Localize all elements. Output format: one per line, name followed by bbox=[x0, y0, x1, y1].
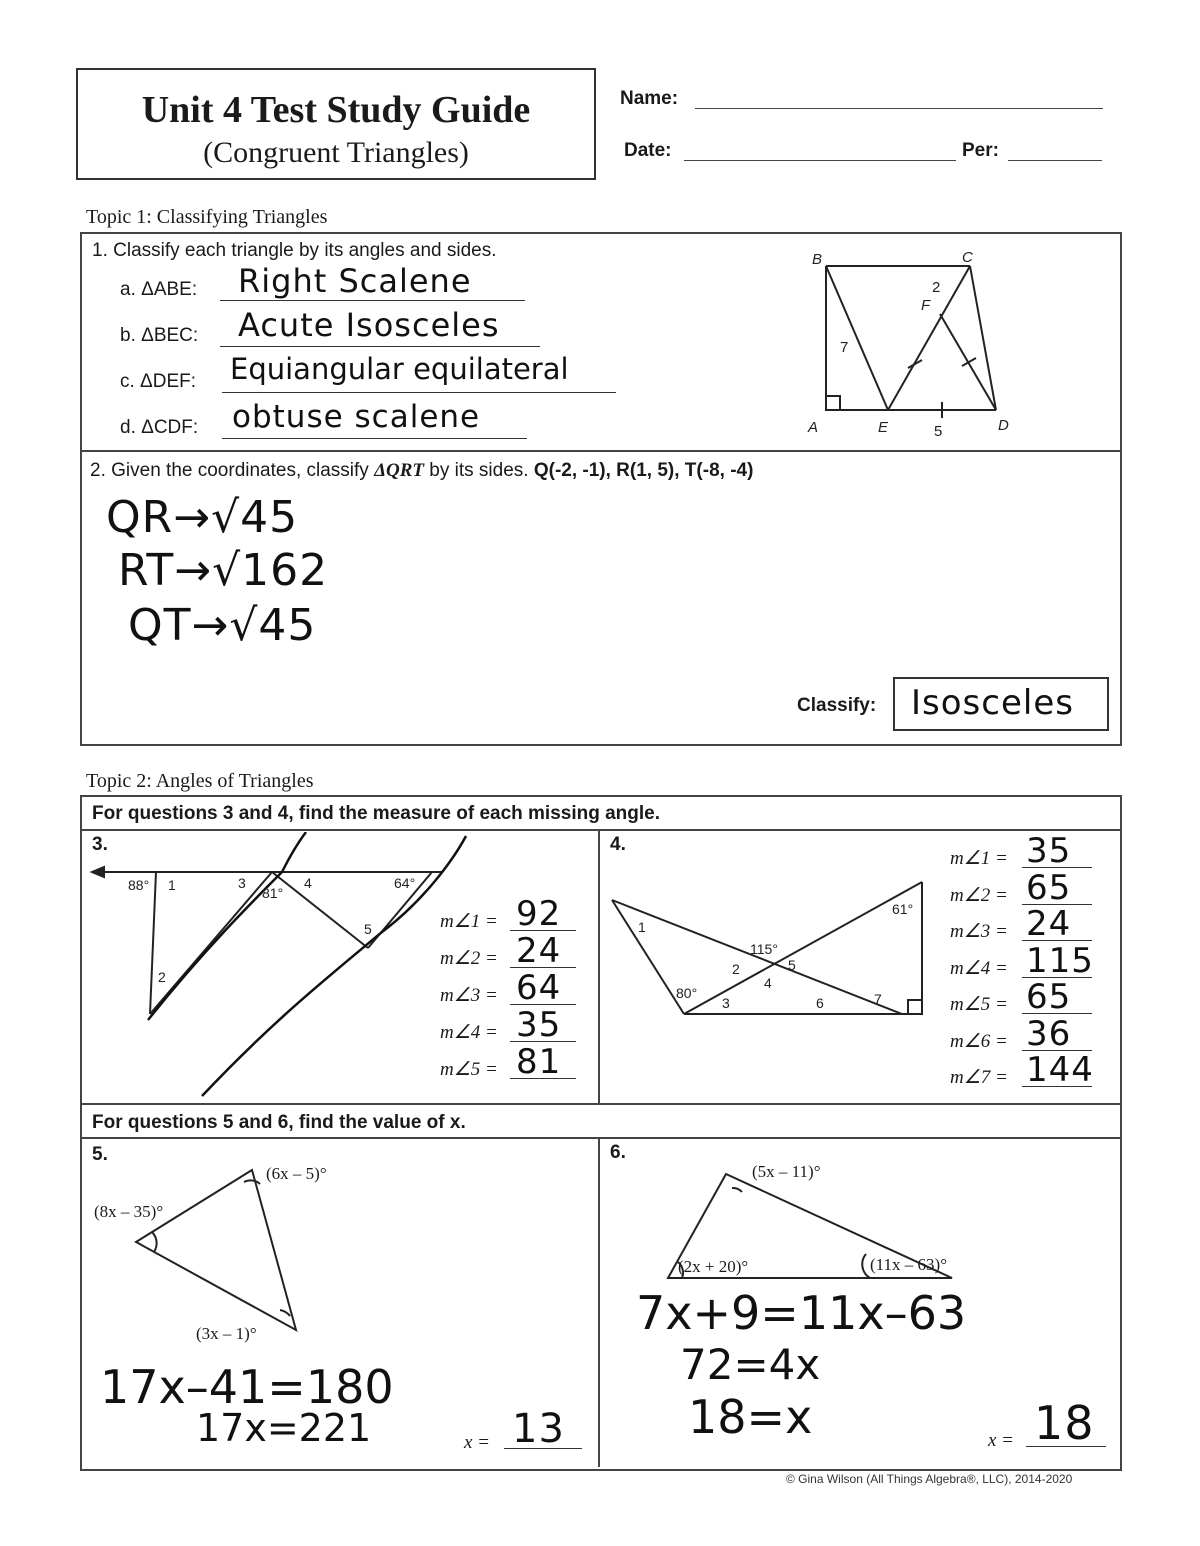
m5-answer[interactable]: 65 bbox=[1026, 977, 1072, 1017]
label-2: 2 bbox=[158, 969, 166, 985]
label-5: 5 bbox=[364, 921, 372, 937]
m3-label: m∠3 = bbox=[950, 921, 1008, 942]
q5-angle-bottom: (3x – 1)° bbox=[196, 1324, 257, 1343]
m7-answer[interactable]: 144 bbox=[1026, 1050, 1094, 1090]
divider bbox=[80, 1103, 1120, 1105]
q2-work-rt: RT→√162 bbox=[118, 545, 329, 596]
m4-answer[interactable]: 35 bbox=[516, 1005, 562, 1045]
period-field[interactable] bbox=[1008, 160, 1102, 161]
q2-prompt-mid: by its sides. bbox=[424, 460, 534, 481]
label-b: B bbox=[812, 251, 823, 268]
divider bbox=[598, 829, 600, 1103]
q5-angle-top: (6x – 5)° bbox=[266, 1164, 327, 1183]
m2-answer[interactable]: 24 bbox=[516, 931, 562, 971]
q1a-label: a. ΔABE: bbox=[120, 279, 198, 300]
m2-answer[interactable]: 65 bbox=[1026, 867, 1072, 908]
m1-answer[interactable]: 35 bbox=[1026, 831, 1072, 871]
instructions-34: For questions 3 and 4, find the measure of each missing angle. bbox=[92, 803, 661, 824]
label-5: 5 bbox=[788, 957, 796, 973]
label-d: D bbox=[998, 417, 1009, 434]
classify-answer: Isosceles bbox=[911, 683, 1074, 723]
q5-x-label: x = bbox=[464, 1432, 491, 1453]
q2-prompt-start: 2. Given the coordinates, classify bbox=[90, 460, 375, 481]
q4-number: 4. bbox=[610, 834, 626, 855]
m1-answer[interactable]: 92 bbox=[516, 894, 562, 934]
arrowhead bbox=[92, 867, 104, 877]
segment bbox=[612, 900, 684, 1014]
label-5: 5 bbox=[934, 423, 943, 440]
m6-label: m∠6 = bbox=[950, 1030, 1008, 1052]
label-e: E bbox=[878, 419, 889, 436]
q6-number: 6. bbox=[610, 1142, 626, 1163]
q4-answer-row bbox=[946, 977, 1096, 1017]
q2-work-qr: QR→√45 bbox=[106, 492, 299, 543]
angle-88: 88° bbox=[128, 877, 150, 893]
divider bbox=[598, 1137, 600, 1467]
segment-ce bbox=[888, 266, 970, 410]
q4-answers bbox=[946, 831, 1096, 1090]
q3-answers bbox=[436, 896, 581, 1081]
m4-label: m∠4 = bbox=[950, 957, 1008, 979]
angle-arc bbox=[244, 1180, 260, 1184]
angle-arc bbox=[152, 1232, 157, 1252]
m2-label: m∠2 = bbox=[950, 884, 1008, 906]
q5-x-answer[interactable]: 13 bbox=[512, 1406, 565, 1452]
angle-80: 80° bbox=[676, 985, 698, 1001]
topic1-heading: Topic 1: Classifying Triangles bbox=[86, 206, 328, 228]
label-4: 4 bbox=[764, 975, 772, 991]
label-2: 2 bbox=[932, 279, 941, 296]
segment-be bbox=[826, 266, 888, 410]
label-1: 1 bbox=[168, 877, 176, 893]
q1c-line bbox=[222, 392, 616, 393]
q6-angle-right: (11x – 63)° bbox=[870, 1255, 947, 1274]
q4-figure bbox=[604, 870, 934, 1030]
angle-arc bbox=[732, 1188, 742, 1192]
m6-answer[interactable]: 36 bbox=[1026, 1013, 1072, 1054]
q3-answer-row bbox=[436, 1007, 581, 1044]
q2-triangle: ΔQRT bbox=[374, 460, 425, 481]
q1-prompt: 1. Classify each triangle by its angles and sides. bbox=[92, 240, 497, 261]
q6-angle-left: (2x + 20)° bbox=[678, 1257, 749, 1276]
segment-transversal bbox=[150, 872, 272, 1014]
divider bbox=[80, 829, 1120, 831]
q1b-label: b. ΔBEC: bbox=[120, 325, 199, 346]
angle-arc bbox=[862, 1254, 870, 1278]
label-1: 1 bbox=[638, 919, 646, 935]
q1b-line bbox=[220, 346, 540, 347]
q4-answer-row bbox=[946, 1013, 1096, 1054]
label-c: C bbox=[962, 249, 973, 266]
angle-61: 61° bbox=[892, 901, 914, 917]
q1c-answer[interactable]: Equiangular equilateral bbox=[230, 352, 569, 386]
q1b-answer[interactable]: Acute Isosceles bbox=[238, 306, 500, 344]
page-title: Unit 4 Test Study Guide bbox=[141, 89, 531, 131]
q2-work-qt: QT→√45 bbox=[128, 600, 317, 651]
q6-x-label: x = bbox=[988, 1430, 1015, 1451]
label-7: 7 bbox=[840, 339, 849, 356]
q4-answer-row bbox=[946, 867, 1096, 908]
q6-angle-top: (5x – 11)° bbox=[752, 1162, 821, 1181]
q5-figure bbox=[130, 1160, 330, 1340]
q3-answer-row bbox=[436, 1044, 581, 1081]
q1d-line bbox=[222, 438, 527, 439]
segment bbox=[684, 882, 922, 1014]
q6-work-line1: 7x+9=11x–63 bbox=[636, 1286, 967, 1340]
name-label: Name: bbox=[620, 88, 679, 109]
segment bbox=[272, 872, 368, 948]
m2-label: m∠2 = bbox=[440, 948, 498, 969]
segment bbox=[150, 872, 156, 1014]
q3-answer-row bbox=[436, 970, 581, 1007]
q4-answer-row bbox=[946, 831, 1096, 871]
q1-figure bbox=[800, 244, 1030, 444]
m5-label: m∠5 = bbox=[440, 1059, 498, 1080]
m1-label: m∠1 = bbox=[950, 848, 1008, 869]
m3-answer[interactable]: 64 bbox=[516, 968, 562, 1008]
classify-label: Classify: bbox=[797, 695, 877, 716]
q3-answer-row bbox=[436, 933, 581, 970]
label-4: 4 bbox=[304, 875, 312, 891]
angle-115: 115° bbox=[750, 941, 778, 957]
q5-number: 5. bbox=[92, 1144, 108, 1165]
q6-work-line3: 18=x bbox=[688, 1390, 813, 1444]
q3-number: 3. bbox=[92, 834, 108, 855]
period-label: Per: bbox=[962, 140, 999, 161]
name-field[interactable] bbox=[695, 108, 1103, 109]
label-3: 3 bbox=[238, 875, 246, 891]
label-7: 7 bbox=[874, 991, 882, 1007]
title-box bbox=[76, 68, 596, 180]
page-subtitle: (Congruent Triangles) bbox=[203, 136, 469, 169]
q1-q2-divider bbox=[80, 450, 1120, 452]
label-6: 6 bbox=[816, 995, 824, 1011]
right-angle-mark bbox=[826, 396, 840, 410]
label-3: 3 bbox=[722, 995, 730, 1011]
q1c-label: c. ΔDEF: bbox=[120, 371, 197, 392]
angle-arc bbox=[280, 1310, 290, 1316]
m5-answer[interactable]: 81 bbox=[516, 1042, 562, 1082]
q6-x-answer[interactable]: 18 bbox=[1034, 1396, 1095, 1450]
q4-answer-row bbox=[946, 1050, 1096, 1090]
angle-64: 64° bbox=[394, 875, 416, 891]
copyright: © Gina Wilson (All Things Algebra®, LLC), 2014-2020 bbox=[786, 1472, 1073, 1486]
label-f: F bbox=[921, 297, 931, 314]
m3-answer[interactable]: 24 bbox=[1026, 904, 1072, 944]
label-a: A bbox=[808, 419, 819, 436]
instructions-56: For questions 5 and 6, find the value of x. bbox=[92, 1112, 466, 1133]
q1d-answer[interactable]: obtuse scalene bbox=[232, 399, 481, 435]
pen-line bbox=[148, 832, 306, 1020]
label-2: 2 bbox=[732, 961, 740, 977]
q5-work-line2: 17x=221 bbox=[196, 1406, 372, 1450]
m7-label: m∠7 = bbox=[950, 1067, 1008, 1088]
divider bbox=[80, 1137, 1120, 1139]
m3-label: m∠3 = bbox=[440, 985, 498, 1006]
m5-label: m∠5 = bbox=[950, 994, 1008, 1015]
m1-label: m∠1 = bbox=[440, 911, 498, 932]
q1d-label: d. ΔCDF: bbox=[120, 417, 199, 438]
q4-answer-row bbox=[946, 904, 1096, 944]
q2-coordinates: Q(-2, -1), R(1, 5), T(-8, -4) bbox=[533, 460, 754, 481]
q5-work-line1: 17x–41=180 bbox=[100, 1360, 394, 1414]
topic2-heading: Topic 2: Angles of Triangles bbox=[86, 770, 314, 792]
q3-answer-row bbox=[436, 896, 581, 933]
right-angle-mark bbox=[908, 1000, 922, 1014]
classify-box[interactable] bbox=[893, 677, 1109, 731]
q1a-answer[interactable]: Right Scalene bbox=[238, 262, 472, 300]
m4-label: m∠4 = bbox=[440, 1022, 498, 1043]
m4-answer[interactable]: 115 bbox=[1026, 940, 1094, 981]
q2-prompt bbox=[90, 460, 753, 482]
q6-work-line2: 72=4x bbox=[680, 1340, 821, 1389]
date-label: Date: bbox=[624, 140, 672, 161]
q5-angle-left: (8x – 35)° bbox=[94, 1202, 164, 1221]
angle-81: 81° bbox=[262, 885, 284, 901]
date-field[interactable] bbox=[684, 160, 956, 161]
q4-answer-row bbox=[946, 940, 1096, 981]
triangle bbox=[136, 1170, 296, 1330]
q1a-line bbox=[220, 300, 525, 301]
